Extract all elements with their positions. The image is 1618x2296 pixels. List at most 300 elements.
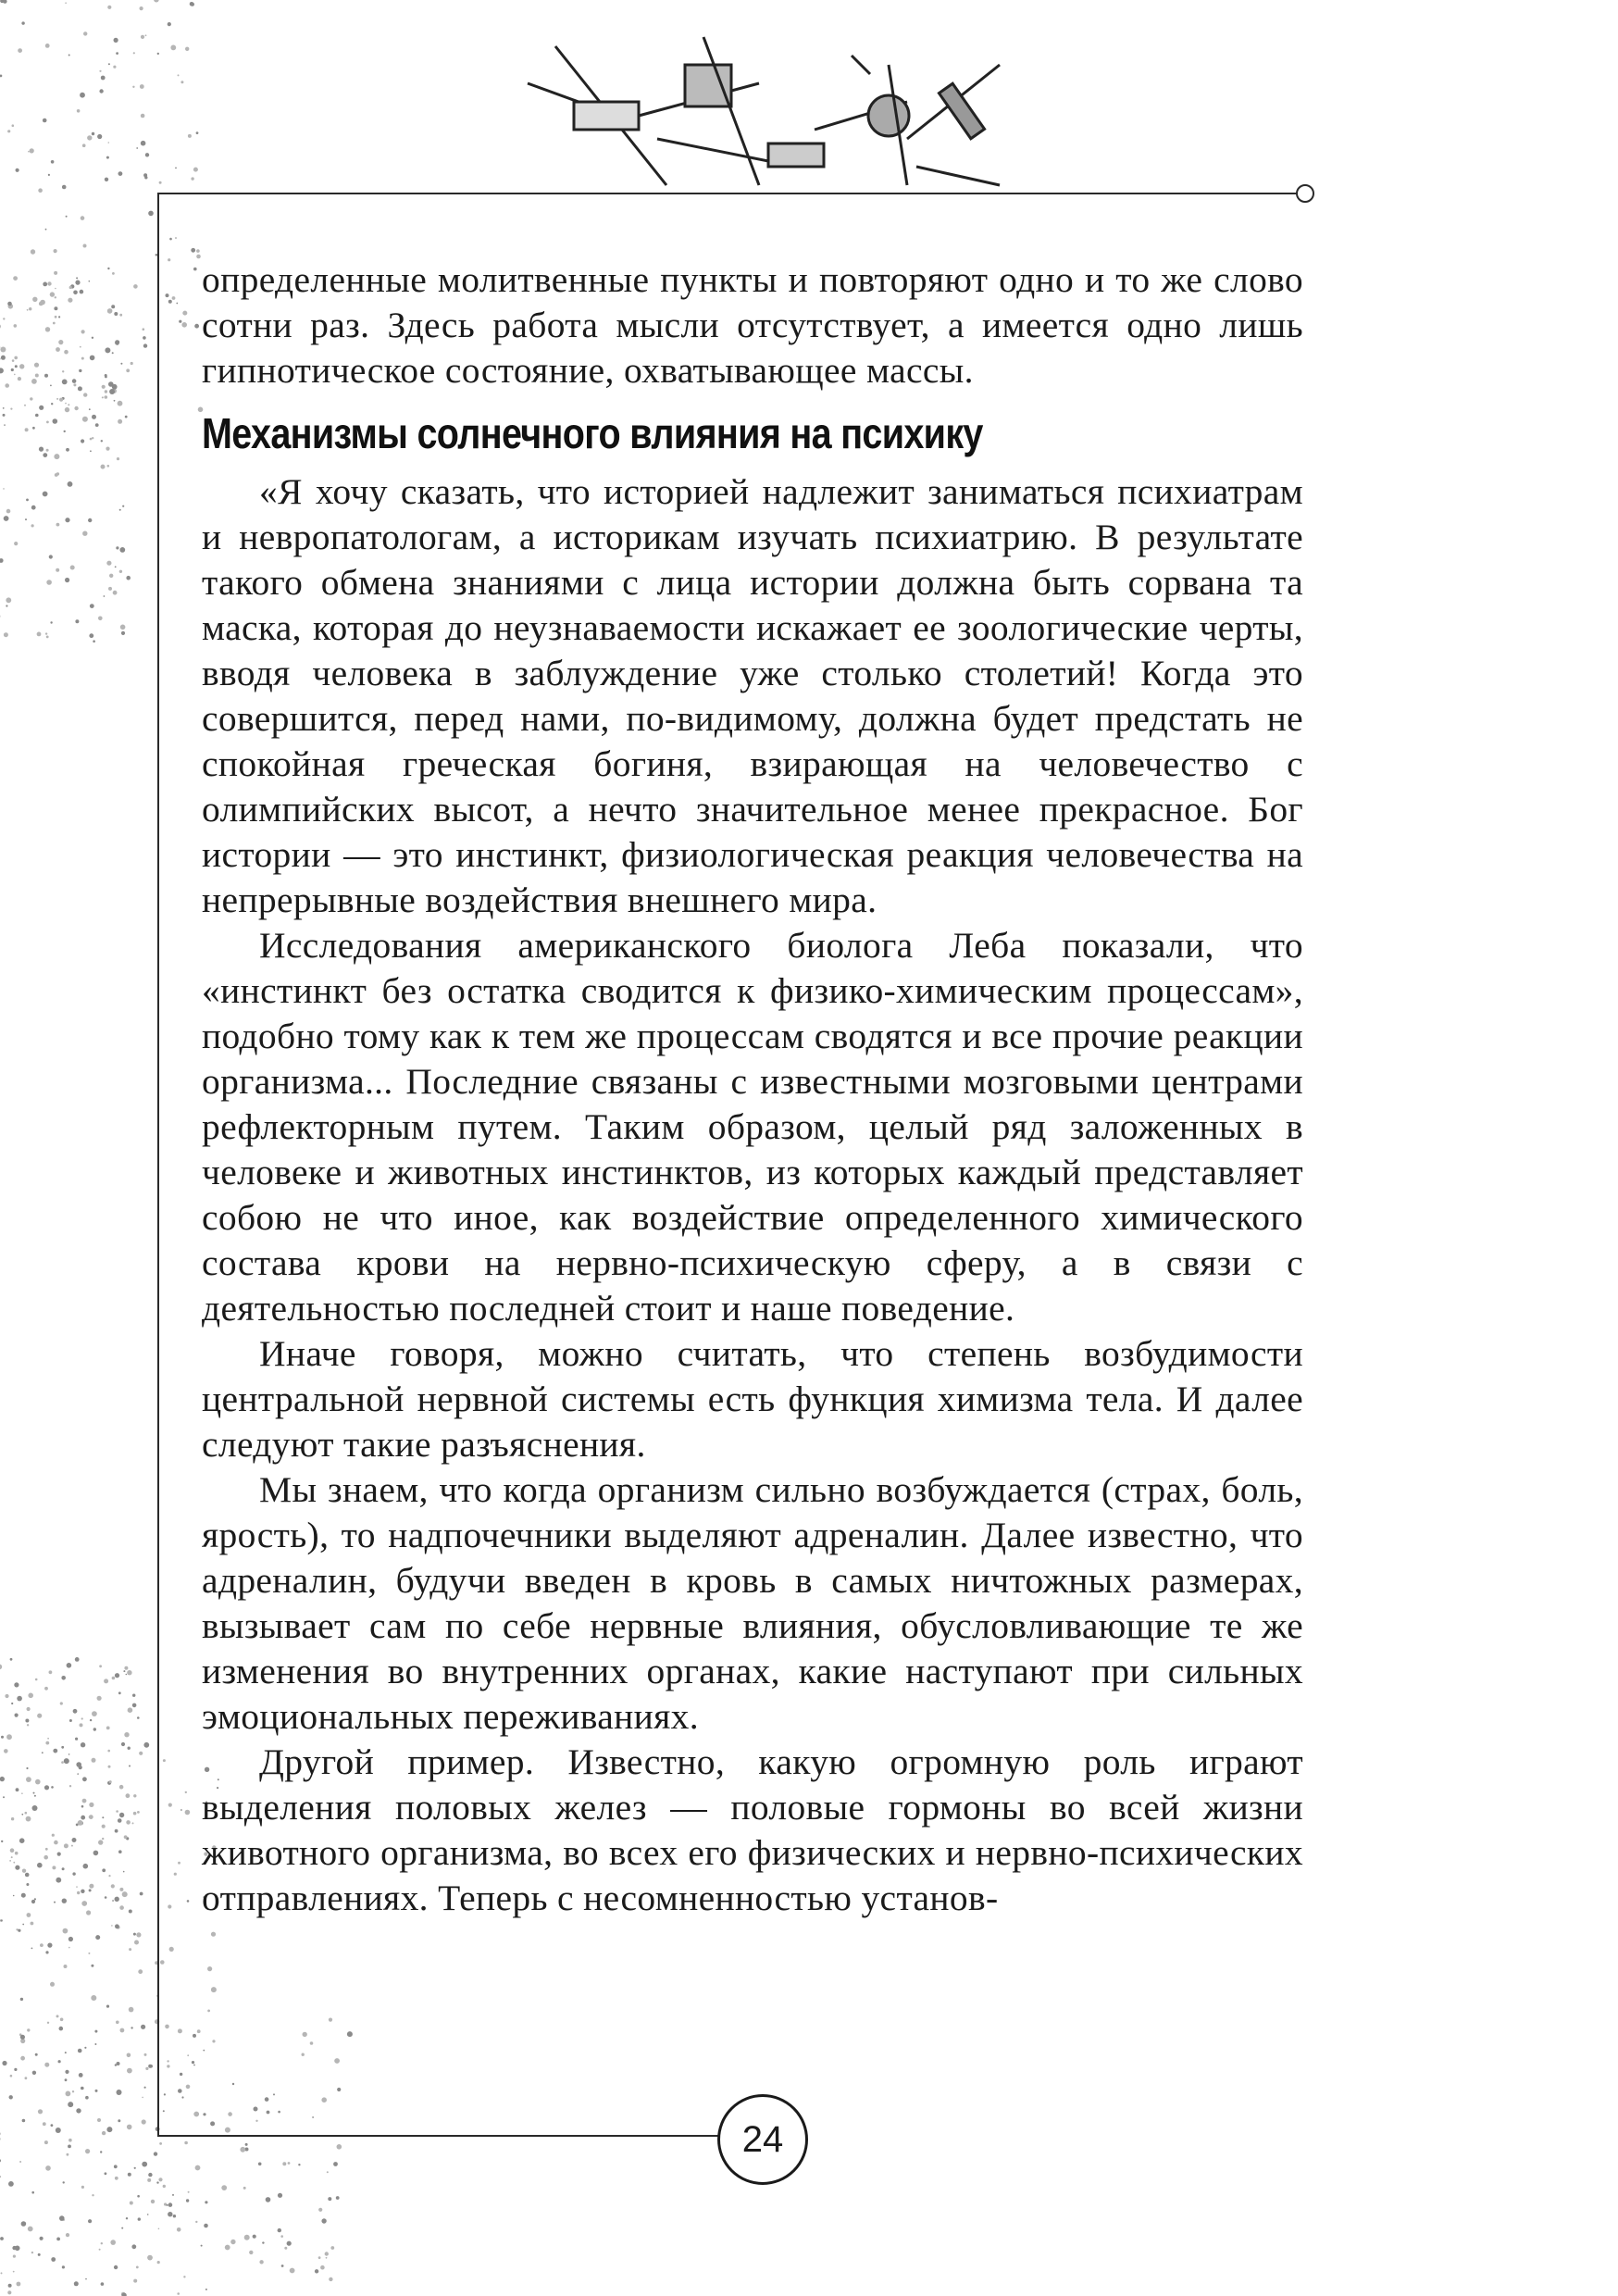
speckle-dot (10, 1658, 13, 1661)
speckle-dot (47, 1943, 52, 1948)
speckle-dot (143, 1742, 149, 1748)
speckle-dot (157, 53, 159, 55)
speckle-dot (334, 2058, 340, 2064)
speckle-dot (6, 597, 11, 603)
speckle-dot (124, 1666, 128, 1670)
speckle-dot (89, 1816, 91, 1818)
speckle-dot (14, 1682, 19, 1687)
speckle-dot (84, 2047, 86, 2049)
space-station-illustration (518, 28, 1037, 194)
speckle-dot (43, 282, 47, 287)
speckle-dot (169, 1947, 174, 1952)
speckle-dot (59, 398, 63, 402)
speckle-dot (54, 249, 57, 253)
speckle-dot (12, 124, 15, 127)
speckle-dot (32, 297, 37, 302)
speckle-dot (119, 1905, 124, 1910)
speckle-dot (244, 2235, 250, 2240)
speckle-dot (140, 6, 143, 10)
speckle-dot (116, 342, 118, 344)
speckle-dot (82, 1799, 87, 1803)
speckle-dot (141, 114, 145, 119)
speckle-dot (302, 2053, 305, 2056)
speckle-dot (45, 2165, 51, 2171)
speckle-dot (136, 2266, 139, 2269)
speckle-dot (87, 135, 92, 140)
speckle-dot (75, 1738, 78, 1741)
speckle-dot (67, 2153, 69, 2156)
speckle-dot (85, 2096, 89, 2100)
speckle-dot (123, 1871, 125, 1873)
speckle-dot (133, 284, 138, 289)
speckle-dot (62, 380, 68, 385)
speckle-dot (116, 546, 118, 549)
speckle-dot (175, 168, 177, 169)
speckle-dot (212, 2040, 215, 2042)
speckle-dot (106, 2005, 109, 2008)
speckle-dot (186, 2085, 191, 2090)
speckle-dot (64, 350, 68, 355)
speckle-dot (109, 574, 113, 578)
speckle-dot (321, 2218, 326, 2223)
speckle-dot (117, 457, 119, 460)
speckle-dot (140, 84, 144, 89)
speckle-dot (132, 1703, 137, 1708)
speckle-dot (204, 2224, 208, 2228)
speckle-dot (38, 188, 43, 193)
speckle-dot (112, 384, 118, 390)
speckle-dot (80, 290, 84, 294)
speckle-dot (129, 1948, 131, 1951)
speckle-dot (329, 2277, 332, 2281)
speckle-dot (126, 1674, 128, 1676)
speckle-dot (119, 1785, 124, 1790)
speckle-dot (37, 632, 42, 637)
speckle-dot (117, 2090, 122, 2095)
speckle-dot (120, 625, 126, 630)
speckle-dot (122, 505, 124, 507)
speckle-dot (1, 1919, 3, 1921)
speckle-dot (119, 570, 122, 573)
speckle-dot (102, 1825, 106, 1828)
paragraph: Мы знаем, что когда организм сильно возбуждается (страх, боль, ярость), то надпочечники выделяют адреналин. Далее известно, что адреналин, будучи введен в кровь в самых ничтожных размерах, вызывает сам по себе нервные влияния, обусловливающие те же изменения во внутренних органах, какие наступают при сильных эмоциональных переживаниях. (202, 1469, 1303, 1737)
speckle-dot (288, 2162, 291, 2165)
speckle-dot (81, 439, 84, 443)
speckle-dot (55, 296, 56, 298)
speckle-dot (74, 2281, 79, 2286)
speckle-dot (76, 277, 78, 279)
speckle-dot (114, 312, 118, 316)
speckle-dot (182, 311, 187, 316)
speckle-dot (25, 1873, 30, 1878)
speckle-dot (98, 1840, 103, 1844)
speckle-dot (114, 2265, 118, 2269)
speckle-dot (278, 2193, 282, 2198)
speckle-dot (105, 2172, 107, 2175)
speckle-dot (77, 109, 81, 113)
speckle-dot (180, 81, 183, 83)
speckle-dot (44, 374, 48, 378)
speckle-dot (95, 1935, 100, 1940)
speckle-dot (25, 518, 27, 520)
speckle-dot (73, 1709, 78, 1714)
speckle-dot (113, 66, 116, 69)
speckle-dot (108, 587, 112, 591)
speckle-dot (58, 2060, 61, 2063)
speckle-dot (147, 2255, 153, 2261)
speckle-dot (62, 185, 67, 190)
speckle-dot (7, 302, 12, 306)
speckle-dot (11, 1817, 14, 1820)
speckle-dot (168, 2202, 173, 2207)
speckle-dot (193, 268, 197, 271)
speckle-dot (21, 1814, 23, 1816)
speckle-dot (125, 416, 128, 418)
speckle-dot (94, 2043, 96, 2045)
speckle-dot (118, 171, 122, 176)
speckle-dot (127, 2125, 132, 2130)
speckle-dot (0, 1665, 2, 1670)
speckle-dot (105, 178, 108, 181)
speckle-dot (168, 1904, 171, 1908)
speckle-dot (26, 1883, 29, 1886)
speckle-dot (172, 2194, 174, 2196)
speckle-dot (11, 1703, 13, 1704)
speckle-dot (147, 2214, 149, 2215)
speckle-dot (127, 2053, 131, 2058)
speckle-dot (273, 2093, 275, 2095)
speckle-dot (19, 1838, 25, 1843)
speckle-dot (56, 2238, 60, 2241)
speckle-dot (120, 2028, 125, 2033)
speckle-dot (50, 385, 52, 387)
speckle-dot (52, 1834, 55, 1837)
speckle-dot (68, 55, 70, 56)
speckle-dot (15, 1866, 19, 1870)
speckle-dot (56, 472, 59, 475)
page-body (202, 257, 1303, 1921)
speckle-dot (53, 322, 56, 325)
speckle-dot (193, 2065, 195, 2066)
speckle-dot (10, 1848, 15, 1853)
speckle-dot (119, 509, 121, 511)
speckle-dot (126, 576, 131, 580)
speckle-dot (69, 1785, 71, 1787)
speckle-dot (66, 216, 68, 218)
speckle-dot (320, 2265, 325, 2270)
speckle-dot (13, 324, 17, 328)
speckle-dot (312, 2116, 314, 2118)
speckle-dot (25, 2077, 28, 2079)
speckle-dot (114, 2165, 118, 2168)
speckle-dot (54, 1902, 56, 1903)
speckle-dot (114, 38, 118, 43)
speckle-dot (196, 255, 201, 259)
speckle-dot (21, 1792, 23, 1794)
speckle-dot (145, 34, 147, 36)
speckle-dot (266, 2197, 271, 2202)
speckle-dot (46, 580, 52, 585)
speckle-dot (169, 238, 172, 241)
speckle-dot (18, 377, 21, 381)
speckle-dot (290, 2268, 295, 2274)
paragraph-continuation: определенные молитвенные пункты и повторяют одно и то же слово сотни раз. Здесь работа мысли отсутствует, а имеется одно лишь гипнотическое состояние, охватывающее массы. (202, 259, 1303, 391)
speckle-dot (133, 1794, 136, 1797)
speckle-dot (0, 2176, 1, 2177)
speckle-dot (47, 2022, 49, 2024)
speckle-dot (112, 1677, 116, 1680)
page-number: 24 (717, 2094, 808, 2185)
speckle-dot (31, 149, 33, 151)
speckle-dot (124, 1835, 128, 1839)
speckle-dot (25, 1719, 29, 1723)
speckle-dot (118, 1818, 122, 1823)
speckle-dot (187, 1900, 190, 1903)
speckle-dot (186, 2199, 189, 2202)
speckle-dot (25, 1812, 28, 1815)
speckle-dot (121, 1742, 125, 1746)
paragraph: Другой пример. Известно, какую огромную роль играют выделения половых желез — половые гормоны во всей жизни животного организма, во всех его физических и нервно-психических отправлениях. Теперь с несомненностью установ- (202, 1741, 1303, 1918)
speckle-dot (116, 1810, 118, 1813)
speckle-dot (89, 281, 91, 282)
speckle-dot (39, 447, 44, 452)
speckle-dot (240, 2147, 245, 2152)
speckle-dot (225, 2128, 230, 2133)
speckle-dot (142, 2119, 146, 2124)
speckle-dot (56, 347, 60, 352)
speckle-dot (225, 2245, 230, 2251)
speckle-dot (32, 1805, 38, 1811)
speckle-dot (106, 156, 109, 159)
speckle-dot (142, 2097, 143, 2099)
speckle-dot (122, 1891, 128, 1897)
speckle-dot (107, 308, 113, 314)
speckle-dot (201, 2245, 203, 2247)
speckle-dot (210, 2121, 215, 2126)
speckle-dot (137, 1716, 140, 1719)
speckle-dot (115, 1673, 119, 1678)
speckle-dot (90, 604, 94, 608)
speckle-dot (71, 1845, 73, 1847)
speckle-dot (133, 52, 135, 54)
speckle-dot (26, 1767, 28, 1769)
speckle-dot (38, 2109, 43, 2114)
speckle-dot (68, 1937, 73, 1941)
speckle-dot (6, 1734, 12, 1740)
speckle-dot (117, 2062, 120, 2065)
speckle-dot (75, 281, 80, 285)
speckle-dot (56, 2015, 59, 2017)
speckle-dot (64, 1843, 68, 1848)
speckle-dot (45, 229, 47, 231)
speckle-dot (78, 1820, 83, 1826)
speckle-dot (102, 1838, 104, 1840)
speckle-dot (126, 1820, 131, 1825)
speckle-dot (112, 352, 114, 354)
paragraph: Иначе говоря, можно считать, что степень возбудимости центральной нервной системы есть функция химизма тела. И далее следуют такие разъяснения. (202, 1333, 1303, 1465)
speckle-dot (54, 306, 57, 310)
speckle-dot (347, 2031, 353, 2037)
speckle-dot (106, 2127, 112, 2132)
speckle-dot (31, 1948, 33, 1950)
speckle-dot (81, 357, 84, 360)
speckle-dot (168, 22, 171, 26)
speckle-dot (92, 415, 96, 419)
speckle-dot (9, 2095, 13, 2099)
speckle-dot (81, 216, 85, 220)
speckle-dot (51, 1786, 54, 1789)
speckle-dot (37, 1863, 43, 1868)
speckle-dot (81, 1816, 85, 1820)
speckle-dot (85, 2278, 87, 2280)
speckle-dot (168, 1803, 172, 1807)
speckle-dot (7, 2290, 11, 2294)
speckle-dot (128, 2173, 131, 2177)
speckle-dot (105, 1896, 107, 1899)
speckle-dot (53, 418, 58, 424)
speckle-dot (5, 1694, 8, 1698)
speckle-dot (168, 258, 170, 261)
speckle-dot (66, 448, 69, 452)
speckle-dot (97, 134, 102, 139)
speckle-dot (8, 2181, 14, 2187)
speckle-dot (115, 1924, 119, 1928)
speckle-dot (203, 2050, 205, 2052)
speckle-dot (47, 1738, 49, 1740)
speckle-dot (180, 2073, 182, 2076)
speckle-dot (68, 1947, 70, 1949)
speckle-dot (62, 1867, 65, 1870)
speckle-dot (181, 322, 187, 328)
speckle-dot (0, 347, 6, 353)
speckle-dot (129, 2007, 134, 2013)
speckle-dot (325, 2252, 329, 2255)
speckle-dot (31, 2252, 33, 2253)
speckle-dot (3, 318, 5, 319)
speckle-dot (40, 1943, 44, 1947)
speckle-dot (144, 176, 147, 179)
speckle-dot (156, 2181, 158, 2183)
speckle-dot (91, 1995, 96, 2001)
speckle-dot (81, 2087, 84, 2090)
speckle-dot (1, 1841, 3, 1842)
speckle-dot (20, 1998, 23, 2001)
speckle-dot (4, 516, 9, 521)
speckle-dot (318, 2208, 322, 2212)
speckle-dot (118, 401, 123, 406)
speckle-dot (336, 2196, 340, 2200)
speckle-dot (131, 2027, 132, 2028)
speckle-dot (207, 2010, 210, 2013)
frame-left-rule (157, 193, 159, 2136)
speckle-dot (32, 427, 35, 430)
speckle-dot (89, 1884, 93, 1889)
frame-corner-circle (1296, 184, 1314, 203)
speckle-dot (1, 2272, 3, 2274)
speckle-dot (14, 2068, 17, 2071)
speckle-dot (62, 2265, 65, 2268)
speckle-dot (45, 327, 50, 331)
speckle-dot (197, 2029, 201, 2033)
speckle-dot (120, 363, 122, 365)
speckle-dot (65, 518, 69, 522)
speckle-dot (58, 340, 63, 344)
speckle-dot (60, 2018, 64, 2022)
speckle-dot (145, 2067, 148, 2070)
speckle-dot (72, 379, 77, 383)
speckle-dot (72, 1872, 75, 1875)
speckle-dot (243, 2187, 246, 2190)
speckle-dot (113, 591, 118, 595)
speckle-dot (193, 2112, 199, 2117)
speckle-dot (44, 2063, 49, 2067)
speckle-dot (11, 1856, 13, 1858)
speckle-dot (40, 300, 45, 306)
speckle-dot (45, 632, 47, 634)
speckle-dot (82, 1777, 87, 1781)
speckle-dot (148, 2065, 152, 2068)
speckle-dot (138, 2217, 141, 2220)
speckle-dot (69, 286, 72, 289)
speckle-dot (13, 1862, 15, 1864)
speckle-dot (137, 1811, 140, 1814)
speckle-dot (105, 376, 107, 379)
speckle-dot (163, 1759, 166, 1762)
speckle-dot (26, 499, 29, 502)
speckle-dot (111, 1925, 113, 1927)
speckle-dot (118, 1850, 122, 1853)
speckle-dot (124, 1732, 129, 1737)
speckle-dot (3, 414, 6, 417)
speckle-dot (73, 291, 78, 295)
speckle-dot (157, 2261, 160, 2264)
speckle-dot (211, 1932, 216, 1937)
speckle-dot (221, 2185, 227, 2190)
speckle-dot (126, 2217, 128, 2219)
speckle-dot (310, 2041, 314, 2045)
frame-bottom-rule (157, 2135, 719, 2137)
speckle-dot (230, 2240, 235, 2244)
speckle-dot (116, 52, 118, 55)
speckle-dot (82, 144, 86, 147)
speckle-dot (92, 1758, 96, 1763)
speckle-dot (119, 1888, 123, 1891)
speckle-dot (28, 1693, 33, 1699)
speckle-dot (93, 640, 95, 643)
speckle-dot (108, 63, 110, 65)
speckle-dot (180, 1809, 182, 1811)
speckle-dot (27, 2028, 30, 2031)
speckle-dot (232, 2083, 234, 2085)
speckle-dot (12, 2246, 16, 2250)
speckle-dot (61, 1746, 64, 1749)
speckle-dot (64, 430, 66, 432)
speckle-dot (106, 1727, 110, 1730)
speckle-dot (2, 2061, 6, 2065)
speckle-dot (80, 1723, 83, 1727)
speckle-dot (255, 2120, 257, 2122)
speckle-dot (8, 2284, 12, 2288)
speckle-dot (194, 324, 199, 329)
speckle-dot (164, 2093, 166, 2095)
speckle-dot (106, 561, 111, 566)
speckle-dot (5, 383, 9, 388)
speckle-dot (107, 465, 110, 468)
speckle-dot (105, 395, 108, 399)
speckle-dot (282, 2162, 286, 2165)
speckle-dot (163, 2110, 165, 2112)
speckle-dot (188, 134, 192, 138)
